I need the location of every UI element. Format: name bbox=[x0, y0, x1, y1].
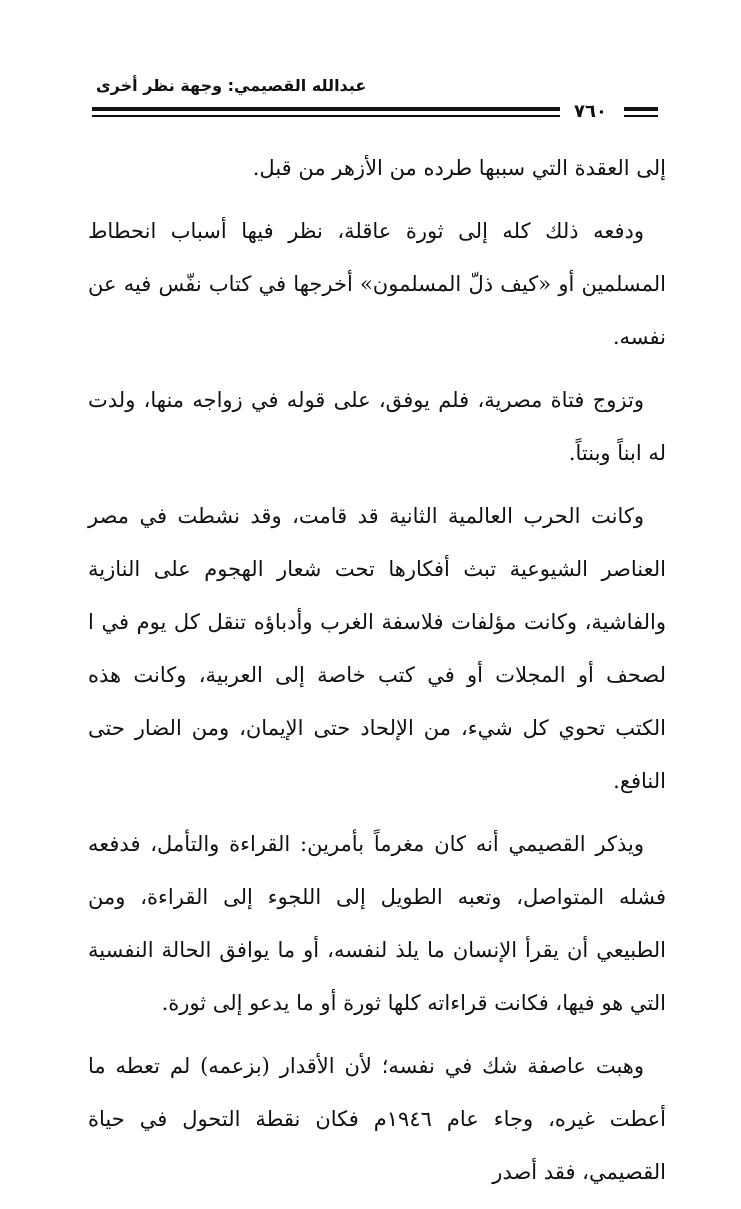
paragraph-3: وتزوج فتاة مصرية، فلم يوفق، على قوله في زواجه منها، ولدت له ابناً وبنتاً. bbox=[88, 388, 666, 465]
body-text bbox=[88, 142, 666, 1209]
paragraph-2: ودفعه ذلك كله إلى ثورة عاقلة، نظر فيها أسباب انحطاط المسلمين أو «كيف ذلّ المسلمون» أخرجها في كتاب نفّس فيه عن نفسه. bbox=[88, 219, 666, 349]
paragraph-5: ويذكر القصيمي أنه كان مغرماً بأمرين: القراءة والتأمل، فدفعه فشله المتواصل، وتعبه الطويل إلى اللجوء إلى القراءة، ومن الطبيعي أن يقرأ الإنسان ما يلذ لنفسه، أو ما يوافق الحالة النفسية التي هو فيها، فكانت قراءاته كلها ثورة أو ما يدعو إلى ثورة. bbox=[88, 832, 666, 1015]
header-rule-thin bbox=[92, 115, 560, 117]
paragraph-6: وهبت عاصفة شك في نفسه؛ لأن الأقدار (بزعمه) لم تعطه ما أعطت غيره، وجاء عام ١٩٤٦م فكان نقطة التحول في حياة القصيمي، فقد أصدر bbox=[88, 1054, 666, 1184]
page-number: ٧٦٠ bbox=[574, 101, 607, 122]
paragraph-1: إلى العقدة التي سببها طرده من الأزهر من قبل. bbox=[252, 156, 666, 180]
page-number-rule-thick bbox=[624, 107, 658, 111]
header-rule-thick bbox=[92, 107, 560, 111]
running-header bbox=[96, 74, 656, 104]
book-title: عبدالله القصيمي: وجهة نظر أخرى bbox=[96, 76, 367, 95]
page-number-rule-thin bbox=[624, 115, 658, 117]
paragraph-4: وكانت الحرب العالمية الثانية قد قامت، وقد نشطت في مصر العناصر الشيوعية تبث أفكارها تحت شعار الهجوم على النازية والفاشية، وكانت مؤلفات فلاسفة الغرب وأدباؤه تنقل كل يوم في ا لصحف أو المجلات أو في كتب خاصة إلى العربية، وكانت هذه الكتب تحوي كل شيء، من الإلحاد حتى الإيمان، ومن الضار حتى النافع. bbox=[88, 504, 666, 793]
